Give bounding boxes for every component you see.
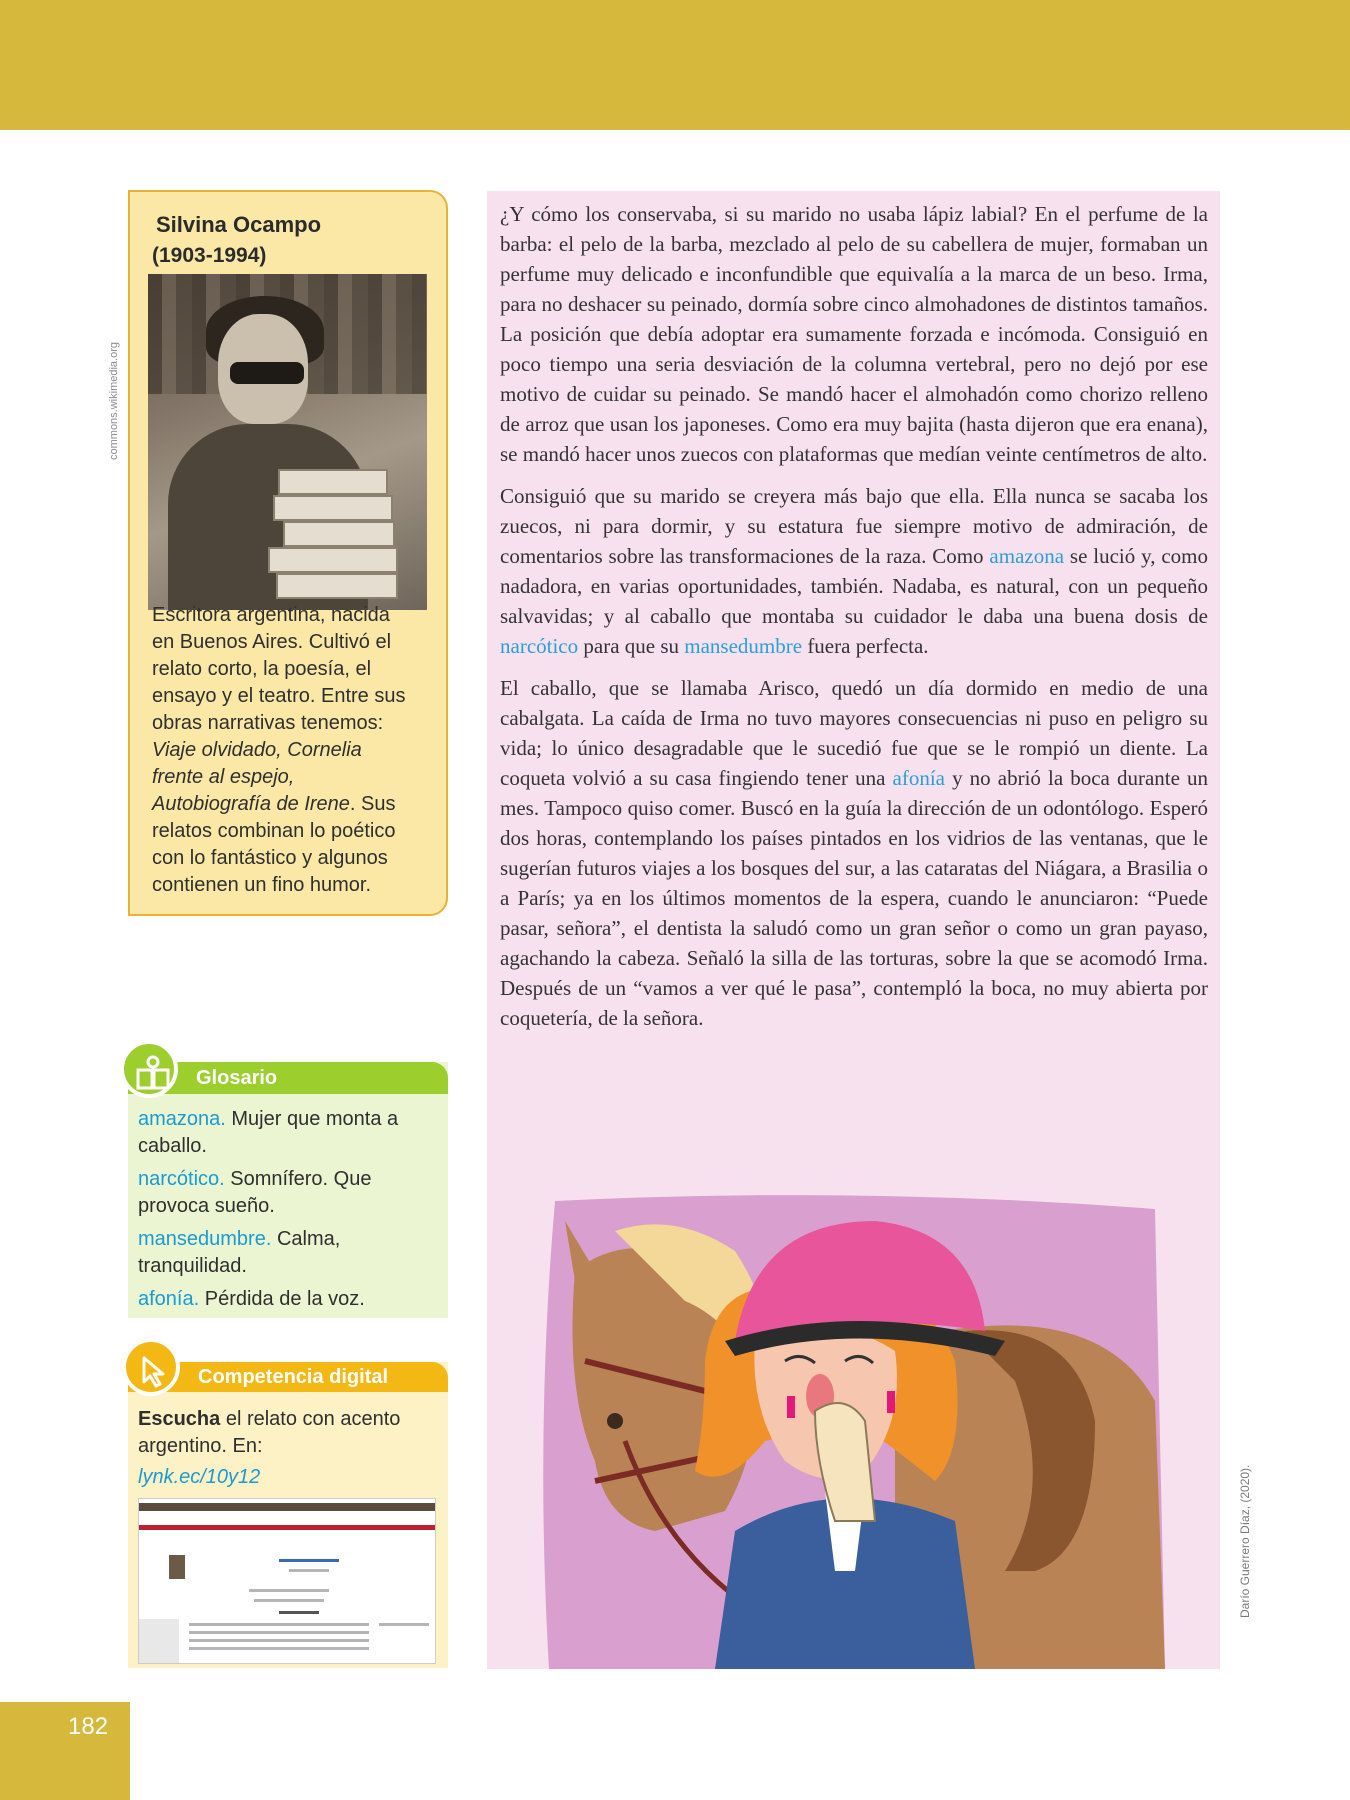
story-paragraph: Consiguió que su marido se creyera más bajo que ella. Ella nunca se sacaba los zuecos, ni para dormir, y su estatura fue siempre motivo de admiración, de comentarios sobre las transformaciones de la raza. Como amazona se lució y, como nadadora, en varias oportunidades, también. Nadaba, es natural, con un pequeño salvavidas; y al caballo que montaba su cuidador le daba una buena dosis de narcótico para que su mansedumbre fuera perfecta. xyxy=(500,484,1208,658)
keyword-mansedumbre: mansedumbre xyxy=(684,634,803,658)
author-works: Viaje olvidado, Cornelia frente al espejo, Autobiografía de Irene xyxy=(152,739,362,815)
author-photo xyxy=(148,274,427,610)
story-paragraph: El caballo, que se llamaba Arisco, quedó un día dormido en medio de una cabalgata. La caída de Irma no tuvo mayores consecuencias ni puso en peligro su vida; lo único desagradable que le sucedió fue que se le rompió un diente. La coqueta volvió a su casa fingiendo tener una afonía y no abrió la boca durante un mes. Tampoco quiso comer. Buscó en la guía la dirección de un odontólogo. Esperó dos horas, contemplando los países pintados en los vidrios de las ventanas, que le sugerían futuros viajes a los bosques del sur, a las cataratas del Niágara, a Brasilia o a París; ya en los últimos momentos de la espera, cuando le anunciaron: “Puede pasar, señora”, el dentista la saludó como un gran señor o como un gran payaso, agachando la cabeza. Señaló la silla de las torturas, sobre la que se acomodó Irma. Después de un “vamos a ver qué le pasa”, contempló la boca, no muy abierta por coquetería, de la señora. xyxy=(500,676,1208,1030)
illustration-credit: Darío Guerrero Díaz, (2020). xyxy=(1238,1464,1252,1618)
glossary-item: afonía. Pérdida de la voz. xyxy=(138,1288,365,1310)
digital-instruction: Escucha el relato con acento argentino. En: xyxy=(138,1408,401,1457)
glossary-box xyxy=(128,1062,448,1318)
glossary-list xyxy=(138,1106,438,1319)
audio-link[interactable]: lynk.ec/10y12 xyxy=(138,1466,261,1488)
rider-horse-illustration xyxy=(535,1191,1175,1669)
book-icon xyxy=(120,1040,178,1098)
digital-competence-box xyxy=(128,1362,448,1668)
page-number: 182 xyxy=(68,1713,109,1740)
glossary-title: Glosario xyxy=(196,1067,278,1089)
cursor-icon xyxy=(122,1338,180,1396)
author-years: (1903-1994) xyxy=(152,244,267,267)
story-text xyxy=(500,199,1208,1045)
story-panel xyxy=(487,191,1220,1669)
top-color-band xyxy=(0,0,1350,130)
keyword-amazona: amazona xyxy=(989,544,1065,568)
digital-title: Competencia digital xyxy=(198,1366,389,1388)
author-name: Silvina Ocampo xyxy=(156,212,322,237)
page-number-tab xyxy=(0,1702,130,1800)
story-paragraph: ¿Y cómo los conservaba, si su marido no usaba lápiz labial? En el perfume de la barba: el pelo de la barba, mezclado al pelo de su cabellera de mujer, formaban un perfume muy delicado e inconfundible que equivalía a la marca de un beso. Irma, para no deshacer su peinado, dormía sobre cinco almohadones de distintos tamaños. La posición que debía adoptar era sumamente forzada e incómoda. Consiguió en poco tiempo una seria desviación de la columna vertebral, pero no dejó por ese motivo de cuidar su peinado. Se mandó hacer el almohadón como chorizo relleno de arroz que usan los japoneses. Como era muy bajita (hasta dijeron que era enana), se mandó hacer unos zuecos con plataformas que medían veinte centímetros de alto. xyxy=(500,202,1208,466)
glossary-item: amazona. Mujer que monta a caballo. xyxy=(138,1108,399,1157)
author-description: Escritora argentina, nacida en Buenos Aires. Cultivó el relato corto, la poesía, el ensayo y el teatro. Entre sus obras narrativas tenemos: Viaje olvidado, Cornelia frente al espejo, Autobiografía de Irene. Sus relatos combinan lo poético con lo fantástico y algunos contienen un fino humor. xyxy=(152,604,406,896)
author-bio-card xyxy=(128,190,448,916)
keyword-narcotico: narcótico xyxy=(500,634,579,658)
photo-credit: commons.wikimedia.org xyxy=(108,342,120,460)
keyword-afonia: afonía xyxy=(892,766,946,790)
website-thumbnail xyxy=(138,1498,436,1664)
glossary-item: mansedumbre. Calma, tranquilidad. xyxy=(138,1228,341,1277)
glossary-item: narcótico. Somnífero. Que provoca sueño. xyxy=(138,1168,372,1217)
